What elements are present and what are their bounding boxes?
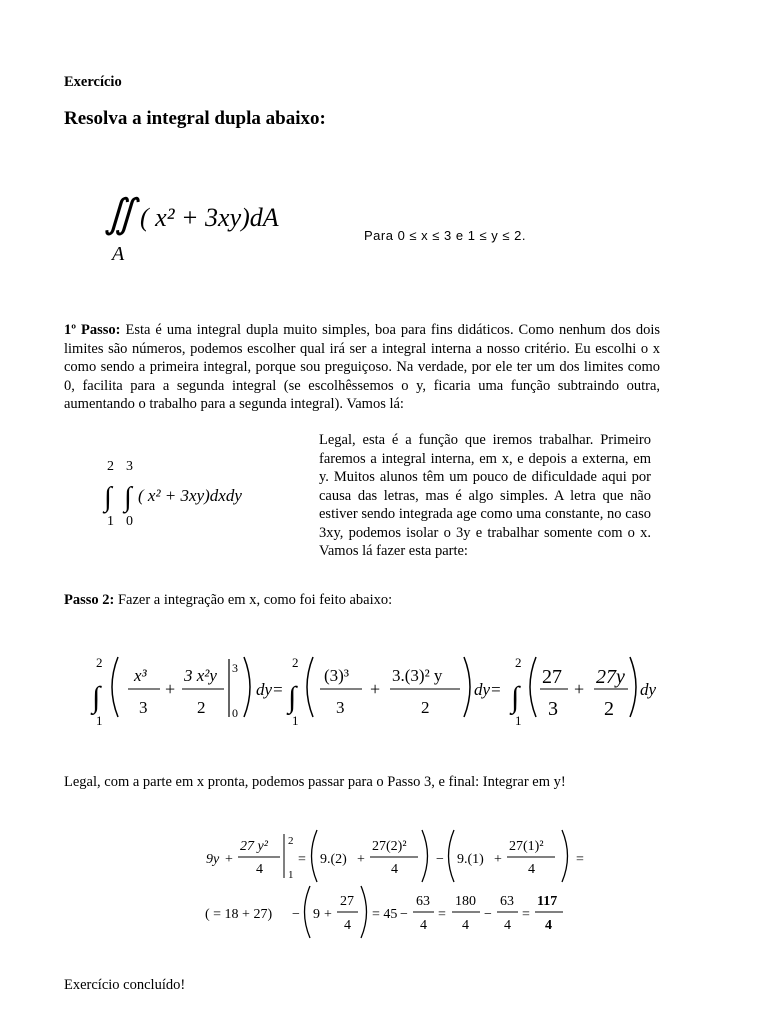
- plus-1: +: [165, 679, 176, 699]
- step3-eval-upper: 2: [288, 835, 294, 847]
- step3-minus-1: −: [436, 852, 444, 867]
- frac5-den: 3: [548, 698, 558, 720]
- outer-upper-limit: 2: [107, 459, 114, 474]
- int1-sign: ∫: [92, 681, 101, 714]
- step3-plus-3: +: [494, 852, 502, 867]
- paren-open-2: [307, 657, 313, 717]
- step3-term-9y: 9y: [206, 852, 220, 867]
- frac4-den: 2: [421, 698, 430, 717]
- frac3-den: 3: [336, 698, 345, 717]
- step1-paragraph: [64, 321, 660, 414]
- step3-frac5-num: 63: [416, 894, 430, 909]
- outer-integral-sign: ∫: [104, 482, 112, 513]
- integrand: ( x² + 3xy)dA: [140, 203, 279, 232]
- step3-paren-close-2: [562, 830, 568, 882]
- frac2-num: 3 x²y: [184, 666, 217, 685]
- step3-frac3-num: 27(1)²: [509, 839, 544, 854]
- paren-close-2: [464, 657, 470, 717]
- frac5-num: 27: [542, 666, 562, 688]
- frac6-den: 2: [604, 698, 614, 720]
- step3-frac7-den: 4: [504, 918, 511, 933]
- int2-sign: ∫: [288, 681, 297, 714]
- step3-frac7-num: 63: [500, 894, 514, 909]
- frac3-num: (3)³: [324, 666, 349, 685]
- paren-open-3: [530, 657, 536, 717]
- step3-equals-3: =: [438, 907, 446, 922]
- plus-3: +: [574, 679, 585, 699]
- frac1-num: x³: [134, 666, 147, 685]
- step2-label: Passo 2:: [64, 592, 115, 608]
- iterated-integrand: ( x² + 3xy)dxdy: [138, 486, 242, 505]
- step1-text: Esta é uma integral dupla muito simples, boa para fins didáticos. Como nenhum dos dois limites são números, podemos escolher qual irá ser a integral interna a nosso critério. Eu escolhi o x como sendo a primeira integral, porque sou preguiçoso. Na verdade, por ele ter um dos limites como 0, facilita para a segunda integral (se escolhêssemos o y, ficaria uma função subtraindo outra, aumentando o trabalho para a segunda integral). Vamos lá:: [64, 322, 660, 412]
- frac4-num: 3.(3)² y: [392, 666, 443, 685]
- region-label: A: [112, 243, 125, 265]
- eval-lower: 0: [232, 706, 238, 720]
- inner-lower-limit: 0: [126, 514, 133, 529]
- step2-paragraph: [64, 591, 392, 610]
- explanation-paragraph: Legal, esta é a função que iremos trabalhar. Primeiro faremos a integral interna, em x, e depois a externa, em y. Muitos alunos têm um pouco de dificuldade aqui por causa das letras, mas é algo simples. A letra que não estiver sendo integrada age como uma constante, no caso 3xy, podemos isolar o 3y e trabalhar somente com o x. Vamos lá fazer esta parte:: [319, 432, 651, 559]
- paren-close-3: [630, 657, 636, 717]
- step3-paren-close-3: [361, 886, 367, 938]
- dy-equals-1: dy=: [256, 680, 284, 699]
- step3-equals-2: =: [576, 852, 584, 867]
- step3-result-num: 117: [537, 894, 558, 909]
- step3-paren-open-2: [449, 830, 455, 882]
- dy-3: dy: [640, 680, 657, 699]
- step3-frac2-num: 27(2)²: [372, 839, 407, 854]
- page-title: Resolva a integral dupla abaixo:: [64, 108, 326, 129]
- frac6-num: 27y: [596, 666, 625, 688]
- step3-9-2: 9.(2): [320, 852, 347, 867]
- conclusion-text: Exercício concluído!: [64, 977, 186, 993]
- paren-close-1: [244, 657, 250, 717]
- integration-limits: Para 0 ≤ x ≤ 3 e 1 ≤ y ≤ 2.: [364, 228, 526, 243]
- step3-frac3-den: 4: [528, 862, 535, 877]
- step3-minus-4: −: [484, 907, 492, 922]
- plus-2: +: [370, 679, 381, 699]
- step1-label: 1º Passo:: [64, 322, 121, 338]
- outer-lower-limit: 1: [107, 514, 114, 529]
- int3-sign: ∫: [511, 681, 520, 714]
- step3-frac6-num: 180: [455, 894, 476, 909]
- step3-paren-close-1: [422, 830, 428, 882]
- exercise-label: Exercício: [64, 74, 122, 90]
- frac2-den: 2: [197, 698, 206, 717]
- frac1-den: 3: [139, 698, 148, 717]
- step3-plus-4: +: [324, 907, 332, 922]
- inner-integral-sign: ∫: [124, 482, 132, 513]
- step3-minus-3: −: [400, 907, 408, 922]
- step3-frac4-num: 27: [340, 894, 354, 909]
- step3-frac1-den: 4: [256, 862, 263, 877]
- double-integral-sign: ∬: [104, 191, 136, 236]
- step3-paren-open-3: [305, 886, 311, 938]
- step3-frac6-den: 4: [462, 918, 469, 933]
- step3-plus-1: +: [225, 852, 233, 867]
- step3-eval-lower: 1: [288, 869, 294, 881]
- step3-minus-2: −: [292, 907, 300, 922]
- int1-upper: 2: [96, 655, 103, 670]
- step3-paren-open-1: [312, 830, 318, 882]
- step3-frac2-den: 4: [391, 862, 398, 877]
- inner-upper-limit: 3: [126, 459, 133, 474]
- step3-9-1: 9.(1): [457, 852, 484, 867]
- step2-text: Fazer a integração em x, como foi feito abaixo:: [114, 592, 393, 608]
- transition-paragraph: Legal, com a parte em x pronta, podemos passar para o Passo 3, e final: Integrar em y!: [64, 774, 566, 790]
- int2-lower: 1: [292, 713, 299, 728]
- dy-equals-2: dy=: [474, 680, 502, 699]
- int3-lower: 1: [515, 713, 522, 728]
- step3-45: = 45: [372, 907, 398, 922]
- step3-equals-4: =: [522, 907, 530, 922]
- int1-lower: 1: [96, 713, 103, 728]
- int2-upper: 2: [292, 655, 299, 670]
- int3-upper: 2: [515, 655, 522, 670]
- iterated-integral: [100, 452, 300, 537]
- step3-equation: [200, 828, 600, 943]
- eval-upper: 3: [232, 661, 238, 675]
- step3-sum: ( = 18 + 27): [205, 907, 273, 922]
- step3-frac4-den: 4: [344, 918, 351, 933]
- step3-plus-2: +: [357, 852, 365, 867]
- step2-equation: [90, 645, 690, 735]
- step3-nine: 9: [313, 907, 320, 922]
- paren-open-1: [112, 657, 118, 717]
- step3-frac1-num: 27 y²: [240, 839, 268, 854]
- step3-result-den: 4: [545, 918, 552, 933]
- double-integral-formula: [100, 185, 560, 270]
- step3-frac5-den: 4: [420, 918, 427, 933]
- step3-equals-1: =: [298, 852, 306, 867]
